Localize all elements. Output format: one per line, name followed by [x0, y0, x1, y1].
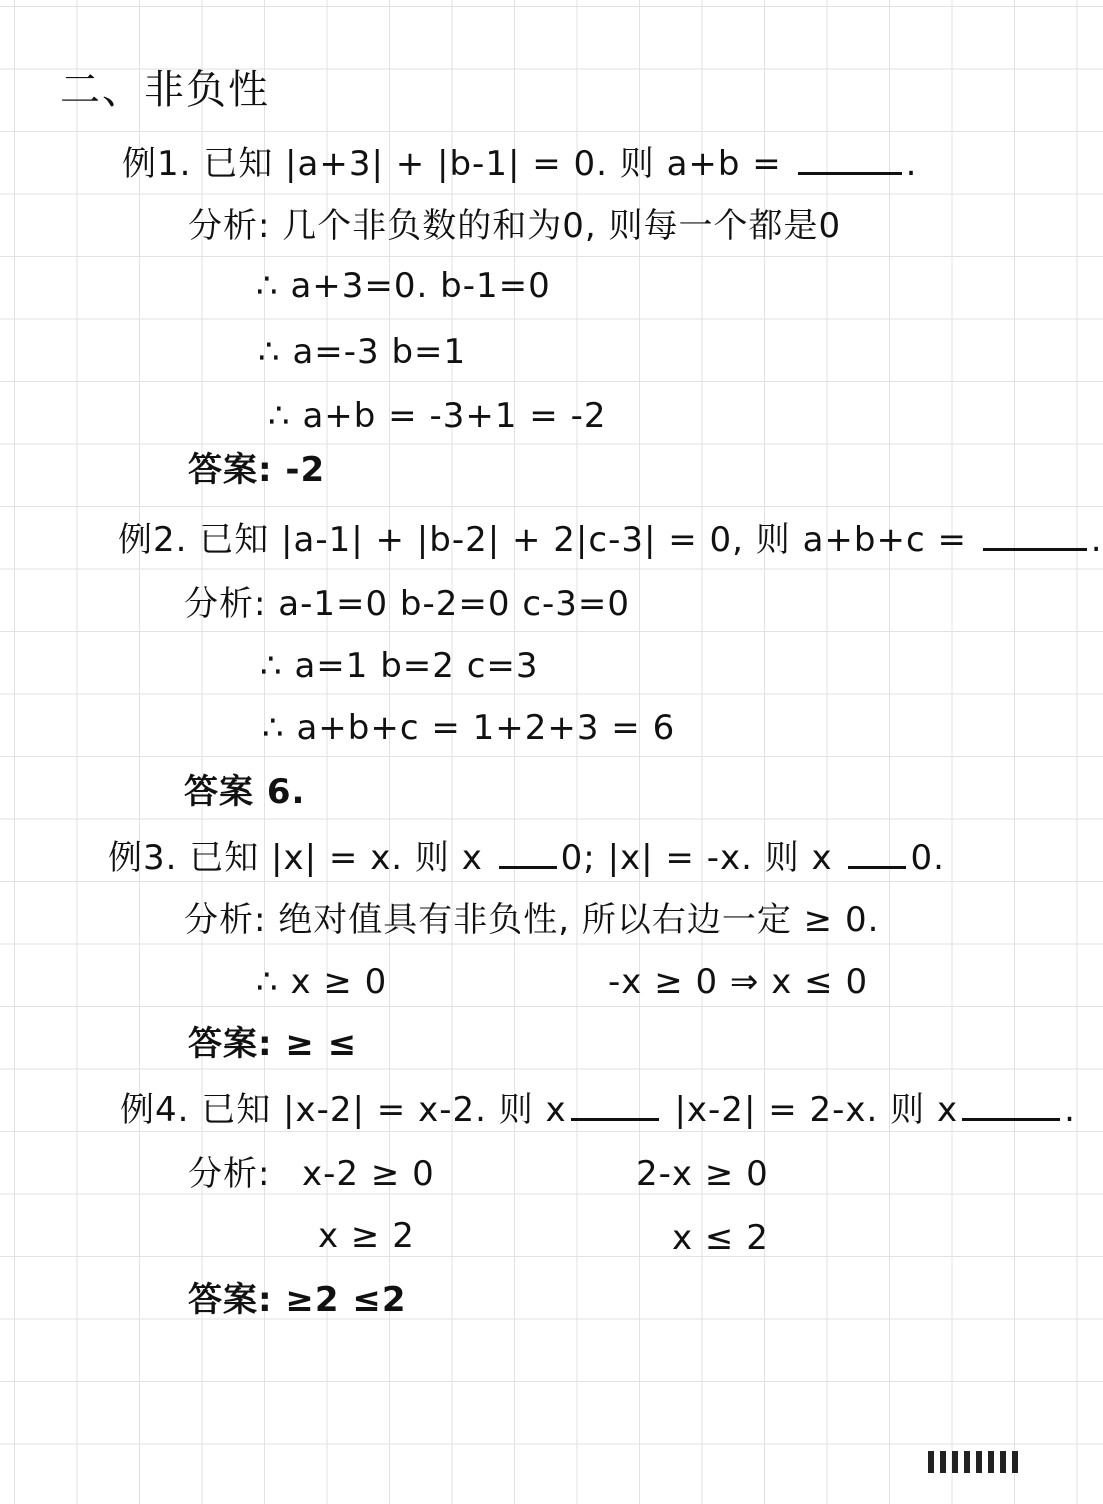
- example-4-question-end: .: [1064, 1090, 1076, 1130]
- example-2-analysis: 分析: a-1=0 b-2=0 c-3=0: [184, 584, 631, 624]
- example-1-analysis: 分析: 几个非负数的和为0, 则每一个都是0: [188, 206, 842, 246]
- example-2-question-text: 例2. 已知 |a-1| + |b-2| + 2|c-3| = 0, 则 a+b+c =: [118, 520, 979, 560]
- answer-blank[interactable]: [499, 836, 557, 869]
- example-3-question-text: 例3. 已知 |x| = x. 则 x: [108, 838, 495, 878]
- example-2-answer: 答案 6.: [184, 772, 306, 812]
- example-3-answer: 答案: ≥ ≤: [188, 1024, 358, 1064]
- answer-blank[interactable]: [848, 836, 906, 869]
- example-4-right-step-2: x ≤ 2: [672, 1218, 769, 1258]
- example-1-question-text: 例1. 已知 |a+3| + |b-1| = 0. 则 a+b =: [122, 144, 794, 184]
- example-4-left-step-2: x ≥ 2: [318, 1216, 415, 1256]
- example-1-question: [122, 142, 917, 184]
- example-3-question-mid: 0; |x| = -x. 则 x: [560, 838, 845, 878]
- example-4-question: [120, 1088, 1076, 1130]
- example-3-step-left: ∴ x ≥ 0: [256, 962, 388, 1002]
- answer-blank[interactable]: [962, 1088, 1060, 1121]
- example-1-question-end: .: [905, 144, 918, 184]
- answer-blank[interactable]: [571, 1088, 659, 1121]
- answer-blank[interactable]: [983, 518, 1087, 551]
- example-3-analysis: 分析: 绝对值具有非负性, 所以右边一定 ≥ 0.: [184, 900, 880, 940]
- example-2-step-2: ∴ a+b+c = 1+2+3 = 6: [262, 708, 676, 748]
- example-4-right-step-1: 2-x ≥ 0: [636, 1154, 769, 1194]
- example-4-left-step-1: x-2 ≥ 0: [302, 1154, 435, 1194]
- example-1-step-3: ∴ a+b = -3+1 = -2: [268, 396, 607, 436]
- section-title: 二、非负性: [60, 67, 270, 113]
- example-3-question-end: 0.: [910, 838, 945, 878]
- example-4-analysis-label: 分析:: [188, 1154, 271, 1194]
- example-2-question-end: .: [1090, 520, 1103, 560]
- example-2-question: [118, 518, 1103, 560]
- example-3-question: [108, 836, 945, 878]
- example-1-answer: 答案: -2: [188, 450, 326, 490]
- example-2-step-1: ∴ a=1 b=2 c=3: [260, 646, 539, 686]
- answer-blank[interactable]: [798, 142, 902, 175]
- example-4-question-text: 例4. 已知 |x-2| = x-2. 则 x: [120, 1090, 567, 1130]
- example-4-question-mid: |x-2| = 2-x. 则 x: [662, 1090, 959, 1130]
- example-3-step-right: -x ≥ 0 ⇒ x ≤ 0: [608, 962, 869, 1002]
- example-4-answer: 答案: ≥2 ≤2: [188, 1280, 407, 1320]
- watermark-logo: [928, 1449, 1024, 1474]
- example-1-step-1: ∴ a+3=0. b-1=0: [256, 266, 551, 306]
- example-1-step-2: ∴ a=-3 b=1: [258, 332, 467, 372]
